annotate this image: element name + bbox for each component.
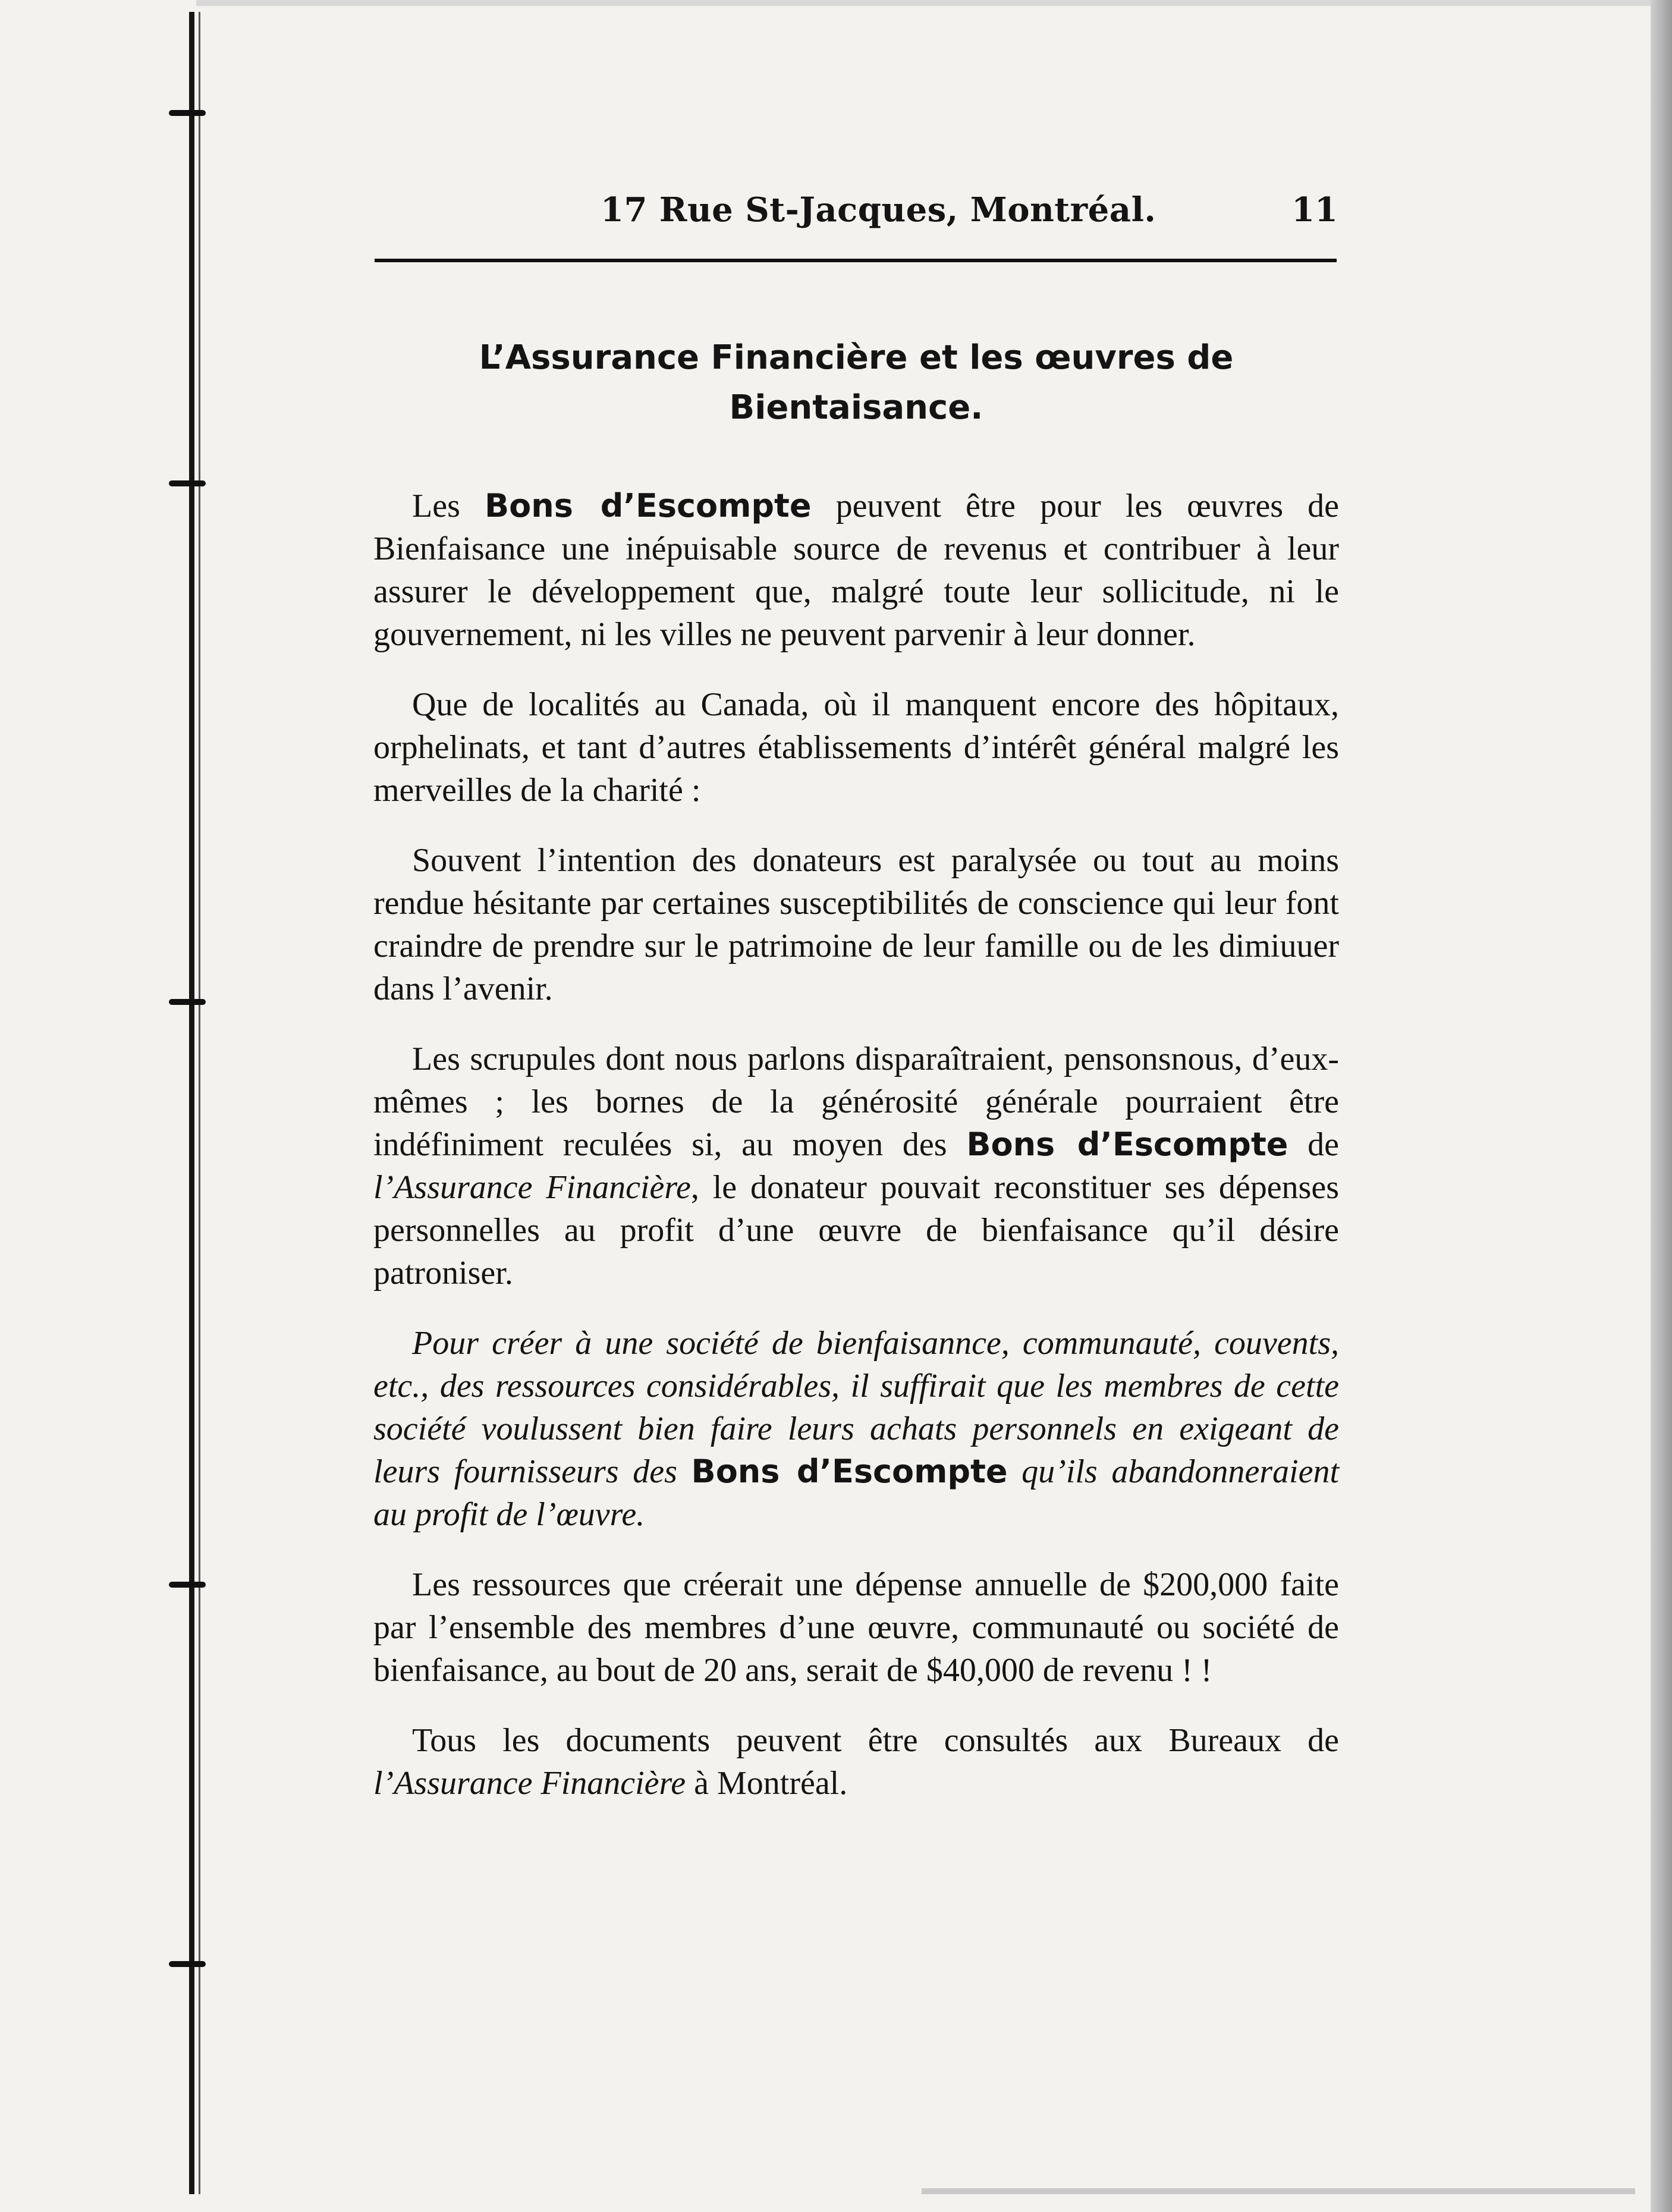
text-run: , le donateur pouvait reconstituer ses dépenses personnelles au profit d’une œuvre de bienfaisance qu’il désire patroniser. [373, 1169, 1340, 1292]
text-run: qu’ils abandonneraient au profit de l’œuvre. [373, 1453, 1339, 1533]
company-name-italic: l’Assurance Financière [373, 1765, 686, 1802]
running-header [375, 178, 1338, 232]
binding-rule [189, 12, 194, 2194]
text-run: Tous les documents peuvent être consultés aux Bureaux de [412, 1722, 1339, 1759]
text-run: peuvent être pour les œuvres de Bienfaisance une inépuisable source de revenus et contribuer à leur assurer le développement que, malgré toute leur sollicitude, ni le gouvernement, ni les villes ne peuvent parvenir à leur donner. [373, 488, 1340, 653]
binding-stitch [169, 1961, 206, 1967]
binding-stitch [169, 999, 206, 1005]
binding-stitch [169, 110, 206, 116]
text-run: de [1288, 1126, 1340, 1163]
bons-escompte-emphasis: Bons d’Escompte [966, 1126, 1288, 1163]
binding-stitch [169, 480, 206, 486]
paragraph-7 [373, 1719, 1339, 1805]
paragraph-1 [373, 485, 1339, 656]
page-title: L’Assurance Financière et les œuvres de Bientaisance. [479, 338, 1234, 427]
paragraph-2: Que de localités au Canada, où il manquent encore des hôpitaux, orphelinats, et tant d’autres établissements d’intérêt général malgré les merveilles de la charité : [373, 686, 1339, 809]
paragraph-3: Souvent l’intention des donateurs est paralysée ou tout au moins rendue hésitante par certaines susceptibilités de conscience qui leur font craindre de prendre sur le patrimoine de leur famille ou de les dimiuuer dans l’avenir. [373, 842, 1339, 1007]
page-top-edge [196, 0, 1653, 6]
bons-escompte-emphasis: Bons d’Escompte [485, 487, 812, 524]
page-bottom-smudge [922, 2188, 1635, 2194]
body-text [373, 485, 1339, 1805]
header-rule [375, 259, 1337, 262]
text-run: Les [412, 488, 485, 524]
running-title: 17 Rue St-Jacques, Montréal. [601, 190, 1156, 230]
paragraph-5 [373, 1322, 1339, 1536]
binding-stitch [169, 1582, 206, 1588]
text-run: Les scrupules dont nous parlons disparaîtraient, pensonsnous, d’eux-mêmes ; les bornes de la générosité générale pourraient être indéfiniment reculées si, au moyen des [373, 1041, 1339, 1163]
paragraph-6: Les ressources que créerait une dépense annuelle de $200,000 faite par l’ensemble des membres d’une œuvre, communauté ou société de bienfaisance, au bout de 20 ans, serait de $40,000 de revenu ! ! [373, 1566, 1339, 1689]
text-run: à Montréal. [686, 1765, 848, 1802]
page-right-edge [1651, 0, 1672, 2212]
binding-rule-inner [199, 12, 200, 2194]
page-number: 11 [1291, 190, 1338, 230]
bons-escompte-emphasis: Bons d’Escompte [691, 1453, 1008, 1490]
text-run: Pour créer à une société de bienfaisannce, communauté, couvents, etc., des ressources considérables, il suffirait que les membres de cette société voulussent bien faire leurs achats personnels en exigeant de leurs fournisseurs des [373, 1325, 1339, 1490]
paragraph-4 [373, 1038, 1339, 1294]
company-name-italic: l’Assurance Financière [373, 1169, 691, 1206]
